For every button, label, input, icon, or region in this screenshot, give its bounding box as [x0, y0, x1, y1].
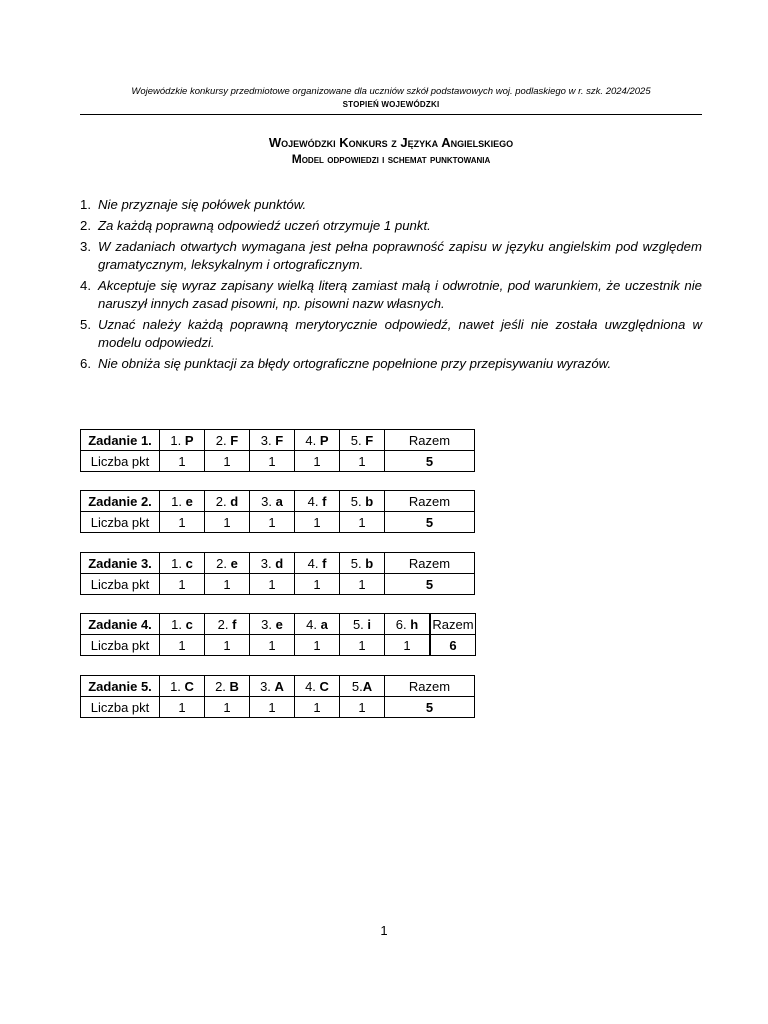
points-label: Liczba pkt — [81, 512, 160, 533]
document-title — [80, 135, 702, 150]
answer-cell: 3. F — [250, 430, 295, 451]
points-cell: 1 — [295, 697, 340, 718]
points-cell: 1 — [250, 697, 295, 718]
points-cell: 1 — [160, 697, 205, 718]
answer-cell: 1. c — [160, 614, 205, 635]
points-cell: 1 — [250, 451, 295, 472]
answer-cell: 6. h — [385, 614, 431, 635]
answer-cell: 1. C — [160, 676, 205, 697]
document-subtitle-text: Model odpowiedzi i schemat punktowania — [291, 152, 491, 166]
rule-number: 4. — [80, 278, 91, 293]
document-subtitle — [80, 152, 702, 166]
answer-cell: 4. f — [295, 491, 340, 512]
points-cell: 1 — [385, 635, 431, 656]
answer-cell: 2. F — [205, 430, 250, 451]
score-table-task-5 — [80, 675, 475, 718]
answer-cell: 2. f — [205, 614, 250, 635]
answer-cell: 4. a — [295, 614, 340, 635]
rule-text: Za każdą poprawną odpowiedź uczeń otrzymuje 1 punkt. — [98, 218, 431, 233]
rule-text: Nie obniża się punktacji za błędy ortograficzne popełnione przy przepisywaniu wyrazów. — [98, 356, 612, 371]
points-cell: 1 — [160, 512, 205, 533]
answer-cell: 2. e — [205, 553, 250, 574]
rule-text: Akceptuje się wyraz zapisany wielką literą zamiast małą i odwrotnie, pod warunkiem, że uczestnik nie naruszył innych zasad pisowni, np. pisowni nazw własnych. — [98, 278, 702, 311]
points-label: Liczba pkt — [81, 574, 160, 595]
header-divider — [80, 114, 702, 115]
rule-item — [80, 217, 702, 235]
points-cell: 1 — [295, 512, 340, 533]
points-cell: 1 — [340, 697, 385, 718]
rule-number: 3. — [80, 239, 91, 254]
rule-text: Nie przyznaje się połówek punktów. — [98, 197, 307, 212]
answer-cell: 1. e — [160, 491, 205, 512]
rule-number: 5. — [80, 317, 91, 332]
rule-item — [80, 238, 702, 274]
points-cell: 1 — [340, 574, 385, 595]
task-label: Zadanie 4. — [81, 614, 160, 635]
page-number: 1 — [380, 923, 388, 938]
answer-cell: 3. a — [250, 491, 295, 512]
answer-cell: 3. d — [250, 553, 295, 574]
rule-number: 6. — [80, 356, 91, 371]
points-cell: 1 — [340, 451, 385, 472]
points-cell: 1 — [340, 635, 385, 656]
document-title-text: Wojewódzki Konkurs z Języka Angielskiego — [268, 135, 514, 150]
points-label: Liczba pkt — [81, 451, 160, 472]
points-label: Liczba pkt — [81, 697, 160, 718]
points-cell: 1 — [250, 512, 295, 533]
points-cell: 1 — [160, 635, 205, 656]
score-table-task-3 — [80, 552, 475, 595]
total-header: Razem — [385, 553, 475, 574]
document-header: Wojewódzkie konkursy przedmiotowe organizowane dla uczniów szkół podstawowych woj. podlaskiego w r. szk. 2024/2025 — [131, 86, 651, 97]
points-cell: 1 — [205, 451, 250, 472]
total-points: 5 — [385, 574, 475, 595]
points-cell: 1 — [205, 512, 250, 533]
answer-cell: 5.A — [340, 676, 385, 697]
rule-item — [80, 316, 702, 352]
answer-cell: 5. b — [340, 553, 385, 574]
points-label: Liczba pkt — [81, 635, 160, 656]
points-cell: 1 — [295, 451, 340, 472]
task-label: Zadanie 2. — [81, 491, 160, 512]
answer-cell: 4. P — [295, 430, 340, 451]
points-cell: 1 — [160, 451, 205, 472]
rule-item — [80, 355, 702, 373]
score-table-task-4 — [80, 613, 476, 656]
points-cell: 1 — [295, 574, 340, 595]
answer-cell: 4. C — [295, 676, 340, 697]
points-cell: 1 — [160, 574, 205, 595]
rule-text: Uznać należy każdą poprawną merytorycznie odpowiedź, nawet jeśli nie została uwzględniona w modelu odpowiedzi. — [98, 317, 702, 350]
score-table-task-1 — [80, 429, 475, 472]
rules-list — [80, 196, 702, 376]
rule-text: W zadaniach otwartych wymagana jest pełna poprawność zapisu w języku angielskim pod względem gramatycznym, leksykalnym i ortograficznym. — [98, 239, 702, 272]
points-cell: 1 — [250, 574, 295, 595]
score-table-task-2 — [80, 490, 475, 533]
task-label: Zadanie 5. — [81, 676, 160, 697]
total-points: 5 — [385, 451, 475, 472]
task-label: Zadanie 3. — [81, 553, 160, 574]
total-points: 5 — [385, 697, 475, 718]
points-cell: 1 — [295, 635, 340, 656]
answer-cell: 3. e — [250, 614, 295, 635]
rule-number: 2. — [80, 218, 91, 233]
total-points: 6 — [430, 635, 476, 656]
rule-number: 1. — [80, 197, 91, 212]
answer-cell: 5. b — [340, 491, 385, 512]
total-header: Razem — [385, 491, 475, 512]
answer-cell: 4. f — [295, 553, 340, 574]
answer-cell: 5. i — [340, 614, 385, 635]
answer-cell: 2. B — [205, 676, 250, 697]
answer-cell: 5. F — [340, 430, 385, 451]
answer-cell: 1. P — [160, 430, 205, 451]
points-cell: 1 — [205, 697, 250, 718]
answer-cell: 3. A — [250, 676, 295, 697]
document-header-stage: STOPIEŃ WOJEWÓDZKI — [342, 100, 440, 109]
total-header: Razem — [385, 676, 475, 697]
rule-item — [80, 196, 702, 214]
points-cell: 1 — [250, 635, 295, 656]
answer-cell: 2. d — [205, 491, 250, 512]
points-cell: 1 — [340, 512, 385, 533]
points-cell: 1 — [205, 574, 250, 595]
points-cell: 1 — [205, 635, 250, 656]
rule-item — [80, 277, 702, 313]
answer-cell: 1. c — [160, 553, 205, 574]
total-header: Razem — [385, 430, 475, 451]
total-points: 5 — [385, 512, 475, 533]
task-label: Zadanie 1. — [81, 430, 160, 451]
total-header: Razem — [430, 614, 476, 635]
